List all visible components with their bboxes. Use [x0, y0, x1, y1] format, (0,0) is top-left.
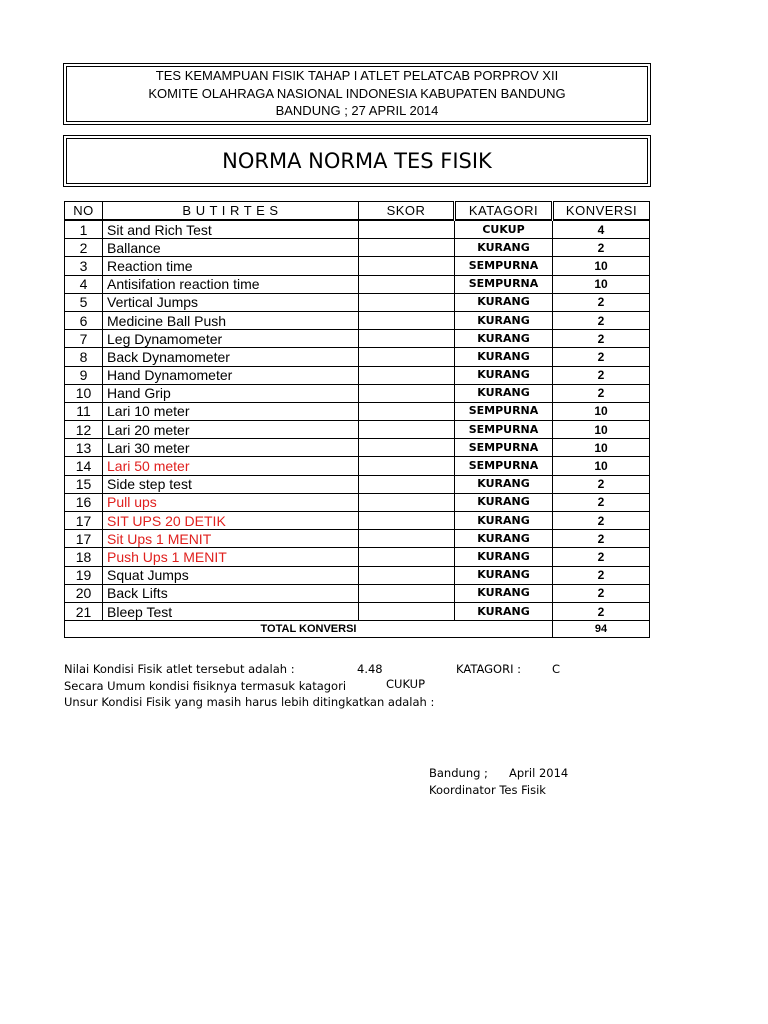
- row-katagori: KURANG: [455, 366, 553, 384]
- row-konversi: 2: [553, 475, 650, 493]
- row-skor: [359, 257, 455, 275]
- row-butir-tes: Pull ups: [103, 493, 359, 511]
- nilai-label: Nilai Kondisi Fisik atlet tersebut adalah :: [64, 662, 295, 676]
- table-row: [65, 530, 650, 548]
- page-title: NORMA NORMA TES FISIK: [222, 149, 492, 173]
- row-skor: [359, 402, 455, 420]
- row-skor: [359, 457, 455, 475]
- row-butir-tes: SIT UPS 20 DETIK: [103, 512, 359, 530]
- row-konversi: 2: [553, 493, 650, 511]
- row-konversi: 2: [553, 602, 650, 620]
- row-skor: [359, 293, 455, 311]
- row-katagori: KURANG: [455, 348, 553, 366]
- row-konversi: 2: [553, 348, 650, 366]
- table-row: [65, 493, 650, 511]
- row-katagori: KURANG: [455, 548, 553, 566]
- row-katagori: SEMPURNA: [455, 257, 553, 275]
- header-line-1: TES KEMAMPUAN FISIK TAHAP I ATLET PELATCAB PORPROV XII: [155, 68, 559, 83]
- row-no: 11: [65, 402, 103, 420]
- row-katagori: KURANG: [455, 384, 553, 402]
- row-butir-tes: Lari 30 meter: [103, 439, 359, 457]
- total-label: TOTAL KONVERSI: [65, 621, 553, 638]
- table-row: [65, 475, 650, 493]
- row-konversi: 2: [553, 384, 650, 402]
- header-butir-tes: B U T I R T E S: [103, 202, 359, 221]
- header-skor: SKOR: [359, 202, 455, 221]
- table-row: [65, 439, 650, 457]
- row-no: 4: [65, 275, 103, 293]
- signature-place: Bandung ;: [429, 766, 488, 780]
- row-katagori: KURANG: [455, 475, 553, 493]
- row-katagori: KURANG: [455, 512, 553, 530]
- row-konversi: 2: [553, 330, 650, 348]
- row-no: 2: [65, 239, 103, 257]
- row-butir-tes: Hand Grip: [103, 384, 359, 402]
- row-katagori: KURANG: [455, 239, 553, 257]
- norma-table: [64, 201, 649, 638]
- row-konversi: 2: [553, 530, 650, 548]
- title-box: [66, 138, 648, 184]
- row-katagori: KURANG: [455, 311, 553, 329]
- row-butir-tes: Push Ups 1 MENIT: [103, 548, 359, 566]
- row-skor: [359, 512, 455, 530]
- row-no: 13: [65, 439, 103, 457]
- katagori-value: C: [552, 662, 561, 676]
- row-skor: [359, 220, 455, 239]
- row-butir-tes: Back Lifts: [103, 584, 359, 602]
- row-no: 7: [65, 330, 103, 348]
- row-butir-tes: Lari 50 meter: [103, 457, 359, 475]
- table-row: [65, 584, 650, 602]
- row-katagori: KURANG: [455, 602, 553, 620]
- header-line-2: KOMITE OLAHRAGA NASIONAL INDONESIA KABUPATEN BANDUNG: [148, 86, 566, 101]
- header-katagori: KATAGORI: [455, 202, 553, 221]
- row-no: 15: [65, 475, 103, 493]
- row-no: 18: [65, 548, 103, 566]
- row-skor: [359, 330, 455, 348]
- table-row: [65, 566, 650, 584]
- row-skor: [359, 566, 455, 584]
- row-katagori: SEMPURNA: [455, 439, 553, 457]
- row-no: 8: [65, 348, 103, 366]
- row-katagori: KURANG: [455, 530, 553, 548]
- nilai-value: 4.48: [357, 662, 383, 676]
- row-skor: [359, 275, 455, 293]
- row-katagori: SEMPURNA: [455, 421, 553, 439]
- row-konversi: 2: [553, 548, 650, 566]
- row-skor: [359, 239, 455, 257]
- row-konversi: 2: [553, 584, 650, 602]
- row-butir-tes: Hand Dynamometer: [103, 366, 359, 384]
- row-katagori: SEMPURNA: [455, 457, 553, 475]
- total-row: [65, 621, 650, 638]
- table-row: [65, 512, 650, 530]
- row-konversi: 10: [553, 457, 650, 475]
- row-konversi: 10: [553, 257, 650, 275]
- row-konversi: 2: [553, 239, 650, 257]
- row-butir-tes: Bleep Test: [103, 602, 359, 620]
- row-no: 17: [65, 512, 103, 530]
- row-butir-tes: Reaction time: [103, 257, 359, 275]
- table-row: [65, 548, 650, 566]
- row-butir-tes: Antisifation reaction time: [103, 275, 359, 293]
- row-butir-tes: Back Dynamometer: [103, 348, 359, 366]
- row-konversi: 2: [553, 311, 650, 329]
- unsur-label: Unsur Kondisi Fisik yang masih harus lebih ditingkatkan adalah :: [64, 695, 435, 709]
- row-skor: [359, 311, 455, 329]
- row-no: 17: [65, 530, 103, 548]
- row-skor: [359, 548, 455, 566]
- row-katagori: SEMPURNA: [455, 275, 553, 293]
- row-butir-tes: Leg Dynamometer: [103, 330, 359, 348]
- table-row: [65, 348, 650, 366]
- row-konversi: 10: [553, 421, 650, 439]
- row-katagori: KURANG: [455, 293, 553, 311]
- row-konversi: 2: [553, 512, 650, 530]
- row-skor: [359, 439, 455, 457]
- table-row: [65, 384, 650, 402]
- header-no: NO: [65, 202, 103, 221]
- row-skor: [359, 530, 455, 548]
- row-skor: [359, 384, 455, 402]
- row-katagori: CUKUP: [455, 220, 553, 239]
- table-row: [65, 293, 650, 311]
- table-row: [65, 457, 650, 475]
- katagori-label: KATAGORI :: [456, 662, 521, 676]
- table-body: [65, 220, 650, 621]
- header-box: [66, 66, 648, 122]
- row-no: 20: [65, 584, 103, 602]
- row-katagori: KURANG: [455, 330, 553, 348]
- row-butir-tes: Medicine Ball Push: [103, 311, 359, 329]
- table-row: [65, 275, 650, 293]
- row-konversi: 2: [553, 566, 650, 584]
- row-no: 12: [65, 421, 103, 439]
- row-no: 10: [65, 384, 103, 402]
- table-row: [65, 257, 650, 275]
- row-konversi: 4: [553, 220, 650, 239]
- row-no: 16: [65, 493, 103, 511]
- table-row: [65, 421, 650, 439]
- table-row: [65, 366, 650, 384]
- umum-value: CUKUP: [386, 677, 426, 691]
- row-butir-tes: Sit Ups 1 MENIT: [103, 530, 359, 548]
- row-no: 9: [65, 366, 103, 384]
- row-skor: [359, 493, 455, 511]
- row-katagori: KURANG: [455, 584, 553, 602]
- table-row: [65, 330, 650, 348]
- umum-label: Secara Umum kondisi fisiknya termasuk katagori: [64, 679, 347, 693]
- table-row: [65, 402, 650, 420]
- row-no: 14: [65, 457, 103, 475]
- row-butir-tes: Squat Jumps: [103, 566, 359, 584]
- row-skor: [359, 584, 455, 602]
- row-katagori: SEMPURNA: [455, 402, 553, 420]
- row-skor: [359, 366, 455, 384]
- row-skor: [359, 602, 455, 620]
- table-header-row: [65, 202, 650, 221]
- row-no: 19: [65, 566, 103, 584]
- row-butir-tes: Side step test: [103, 475, 359, 493]
- signature-date: April 2014: [509, 766, 569, 780]
- row-konversi: 2: [553, 293, 650, 311]
- row-konversi: 2: [553, 366, 650, 384]
- table-row: [65, 220, 650, 239]
- row-no: 1: [65, 220, 103, 239]
- row-butir-tes: Vertical Jumps: [103, 293, 359, 311]
- row-skor: [359, 475, 455, 493]
- header-line-3: BANDUNG ; 27 APRIL 2014: [275, 103, 439, 118]
- row-no: 6: [65, 311, 103, 329]
- row-skor: [359, 421, 455, 439]
- row-butir-tes: Sit and Rich Test: [103, 220, 359, 239]
- table-row: [65, 311, 650, 329]
- signature-role: Koordinator Tes Fisik: [429, 783, 546, 797]
- row-katagori: KURANG: [455, 493, 553, 511]
- row-no: 21: [65, 602, 103, 620]
- row-konversi: 10: [553, 439, 650, 457]
- row-butir-tes: Lari 20 meter: [103, 421, 359, 439]
- row-butir-tes: Lari 10 meter: [103, 402, 359, 420]
- total-value: 94: [553, 621, 650, 638]
- row-katagori: KURANG: [455, 566, 553, 584]
- row-konversi: 10: [553, 402, 650, 420]
- table-row: [65, 239, 650, 257]
- header-konversi: KONVERSI: [553, 202, 650, 221]
- row-konversi: 10: [553, 275, 650, 293]
- row-skor: [359, 348, 455, 366]
- row-no: 5: [65, 293, 103, 311]
- table-row: [65, 602, 650, 620]
- row-butir-tes: Ballance: [103, 239, 359, 257]
- row-no: 3: [65, 257, 103, 275]
